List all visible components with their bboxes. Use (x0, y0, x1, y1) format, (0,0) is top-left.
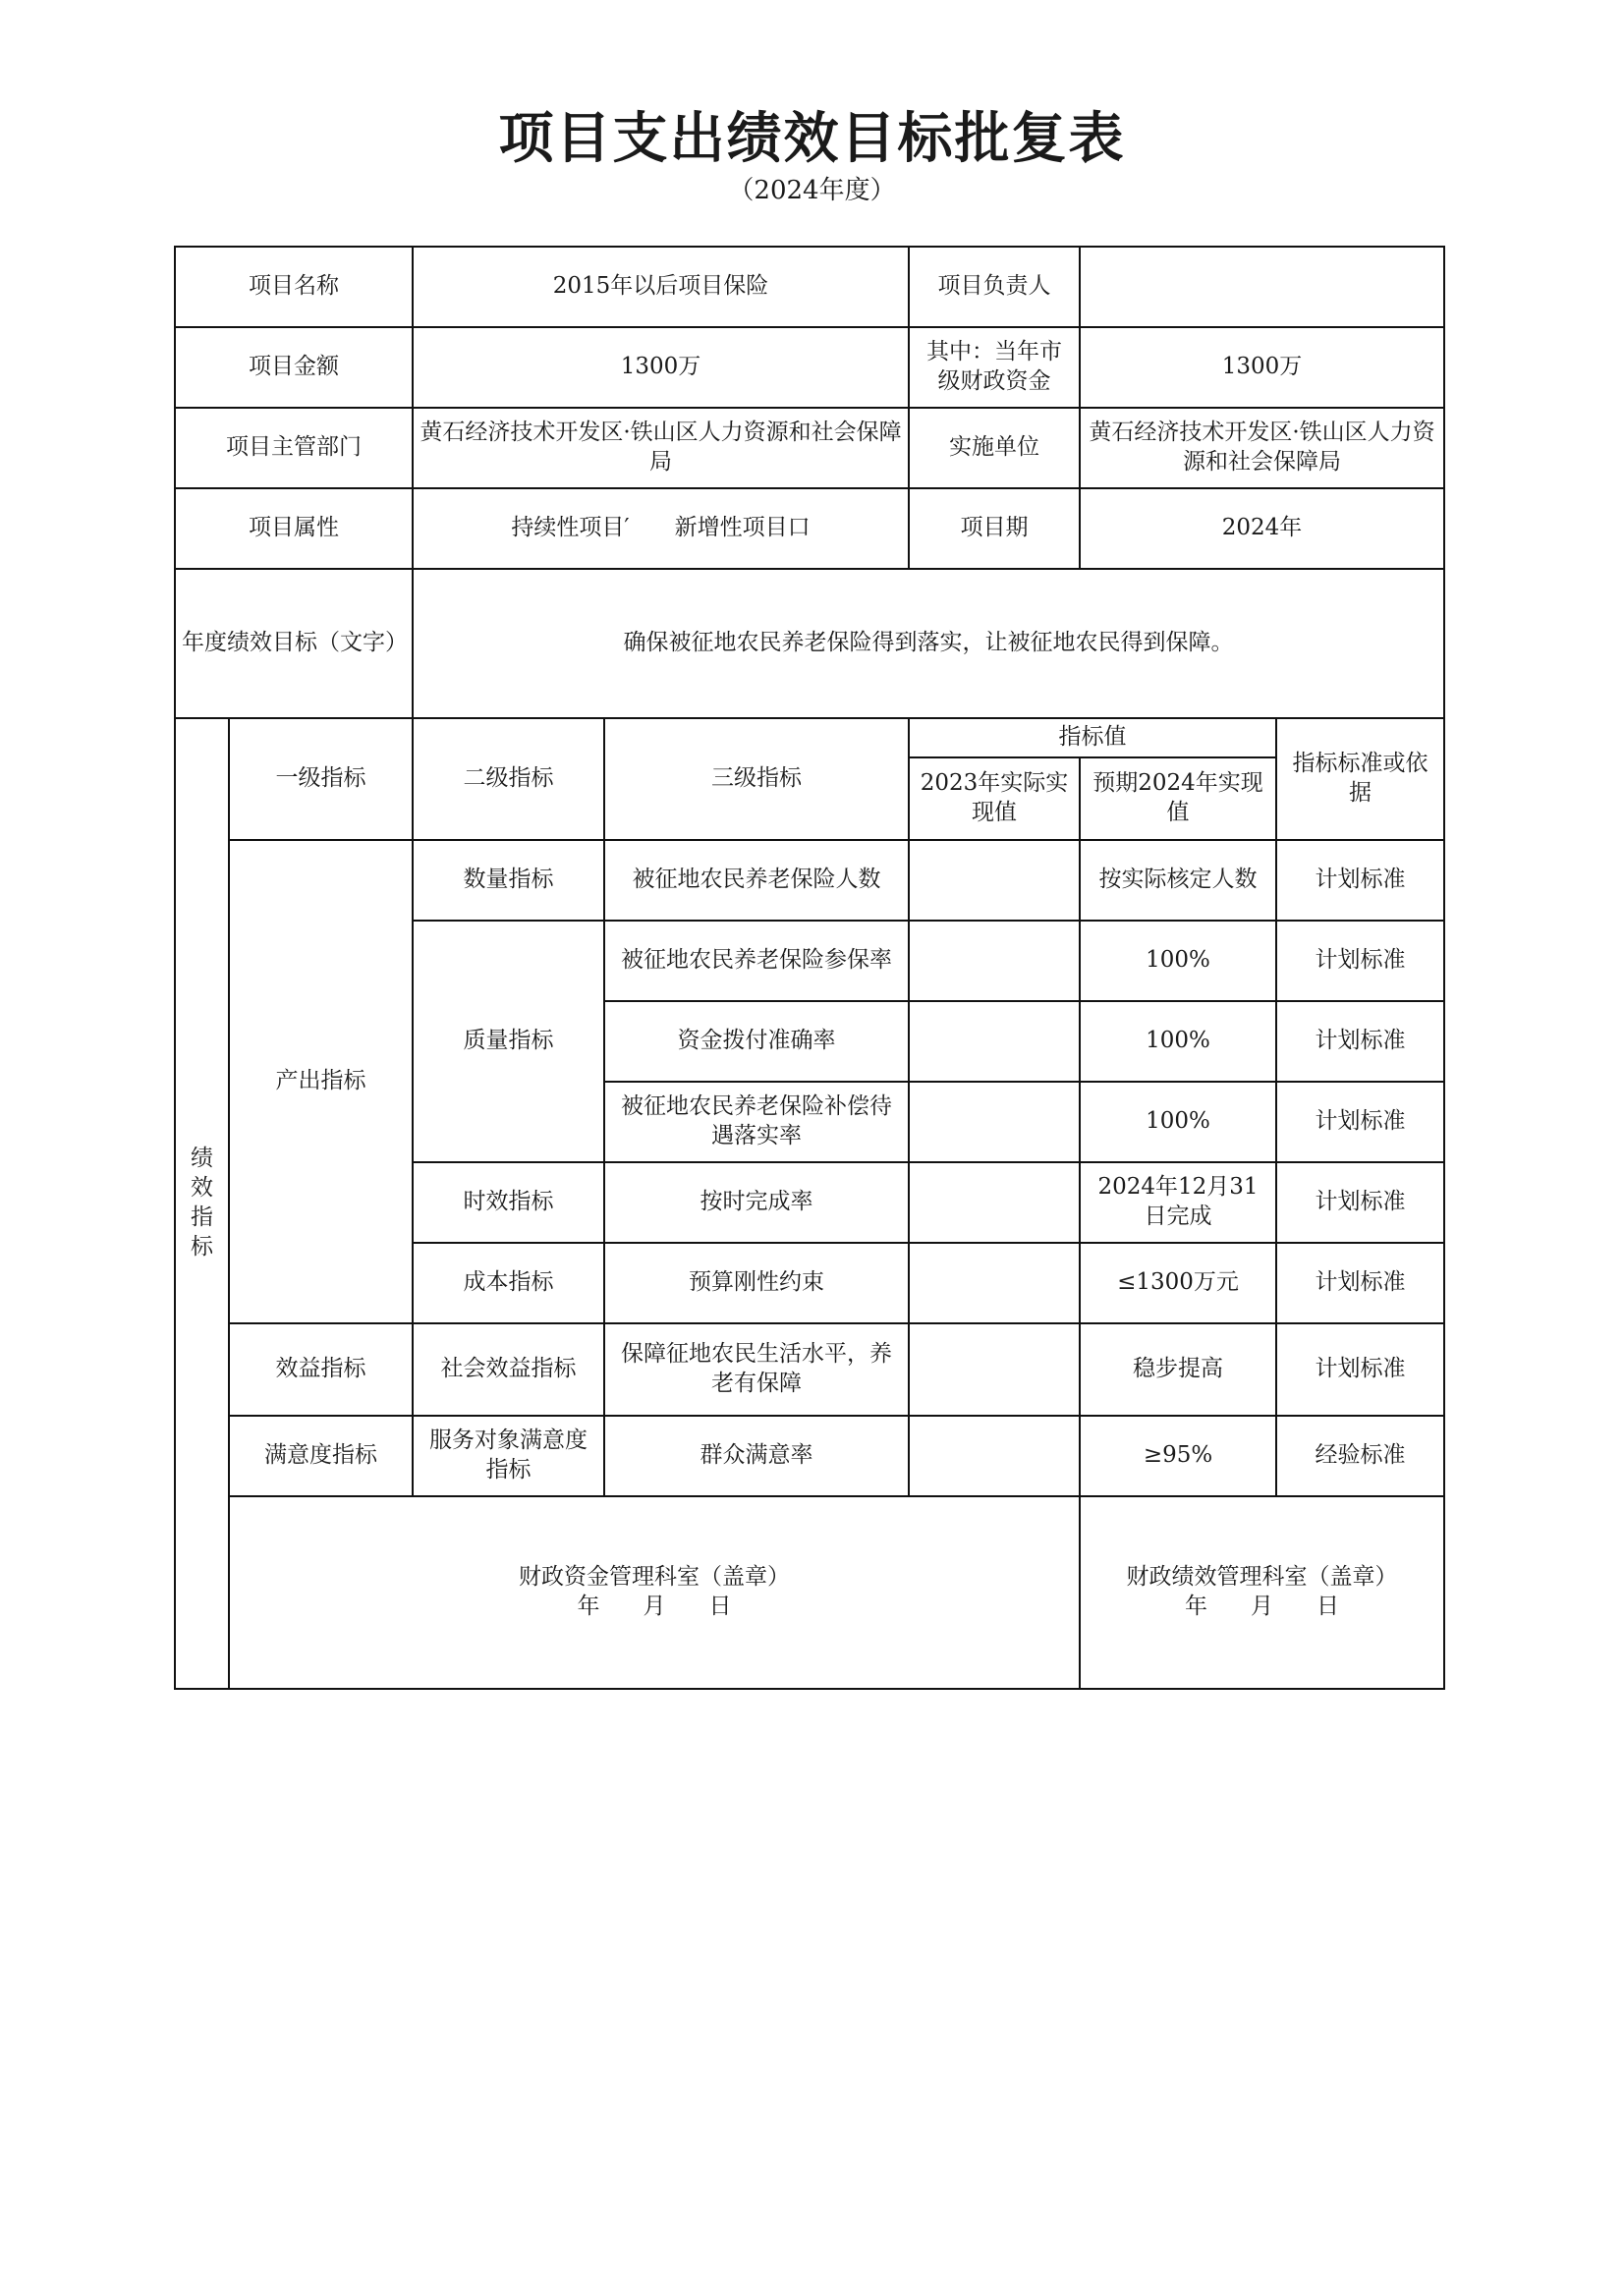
group-satisfaction: 满意度指标 (229, 1416, 413, 1496)
indicator-standard: 计划标准 (1276, 840, 1444, 921)
annual-goal-value: 确保被征地农民养老保险得到落实，让被征地农民得到保障。 (413, 569, 1444, 718)
indicator-level3: 按时完成率 (604, 1162, 909, 1243)
section-label: 绩效指标 (190, 1146, 213, 1259)
date-month: 月 (643, 1594, 666, 1619)
indicator-standard: 计划标准 (1276, 1162, 1444, 1243)
indicator-actual (909, 1243, 1080, 1323)
indicator-actual (909, 1162, 1080, 1243)
project-name-label: 项目名称 (175, 247, 413, 327)
indicator-level3: 预算刚性约束 (604, 1243, 909, 1323)
indicator-actual (909, 840, 1080, 921)
header-level2: 二级指标 (413, 718, 604, 840)
project-amount-value: 1300万 (413, 327, 909, 408)
header-value-group: 指标值 (909, 718, 1276, 757)
performance-target-table (174, 246, 1445, 1690)
indicator-expected: 100% (1080, 1082, 1276, 1162)
implementing-unit-label: 实施单位 (909, 408, 1080, 488)
indicator-expected: ≤1300万元 (1080, 1243, 1276, 1323)
header-standard: 指标标准或依据 (1276, 718, 1444, 840)
indicator-level3: 资金拨付准确率 (604, 1001, 909, 1082)
signature-performance-office (1080, 1496, 1444, 1689)
indicator-level3: 保障征地农民生活水平，养老有保障 (604, 1323, 909, 1416)
page-subtitle: （2024年度） (728, 176, 896, 205)
subgroup-cost: 成本指标 (413, 1243, 604, 1323)
indicator-expected: 100% (1080, 921, 1276, 1001)
indicator-actual (909, 1323, 1080, 1416)
project-name-value: 2015年以后项目保险 (413, 247, 909, 327)
subgroup-service: 服务对象满意度指标 (413, 1416, 604, 1496)
signature-office-name: 财政绩效管理科室（盖章） (1126, 1564, 1398, 1591)
implementing-unit-value: 黄石经济技术开发区·铁山区人力资源和社会保障局 (1080, 408, 1444, 488)
project-amount-label: 项目金额 (175, 327, 413, 408)
signature-office-name: 财政资金管理科室（盖章） (519, 1564, 790, 1591)
indicator-standard: 计划标准 (1276, 1001, 1444, 1082)
group-benefit: 效益指标 (229, 1323, 413, 1416)
indicator-standard: 经验标准 (1276, 1416, 1444, 1496)
indicator-actual (909, 1416, 1080, 1496)
page-title: 项目支出绩效目标批复表 (498, 107, 1126, 171)
indicator-actual (909, 921, 1080, 1001)
indicator-expected: 按实际核定人数 (1080, 840, 1276, 921)
city-fund-value: 1300万 (1080, 327, 1444, 408)
header-expected-2024: 预期2024年实现值 (1080, 757, 1276, 840)
subgroup-quantity: 数量指标 (413, 840, 604, 921)
project-leader-label: 项目负责人 (909, 247, 1080, 327)
date-day: 日 (708, 1594, 732, 1619)
indicator-expected: 稳步提高 (1080, 1323, 1276, 1416)
indicator-level3: 被征地农民养老保险补偿待遇落实率 (604, 1082, 909, 1162)
indicator-level3: 被征地农民养老保险参保率 (604, 921, 909, 1001)
project-period-label: 项目期 (909, 488, 1080, 569)
indicator-level3: 被征地农民养老保险人数 (604, 840, 909, 921)
indicator-level3: 群众满意率 (604, 1416, 909, 1496)
indicator-standard: 计划标准 (1276, 1323, 1444, 1416)
city-fund-label: 其中：当年市级财政资金 (909, 327, 1080, 408)
date-year: 年 (577, 1594, 600, 1619)
date-month: 月 (1251, 1594, 1274, 1619)
subgroup-quality: 质量指标 (413, 921, 604, 1162)
annual-goal-label: 年度绩效目标（文字） (175, 569, 413, 718)
indicator-expected: 100% (1080, 1001, 1276, 1082)
supervising-dept-label: 项目主管部门 (175, 408, 413, 488)
header-actual-2023: 2023年实际实现值 (909, 757, 1080, 840)
supervising-dept-value: 黄石经济技术开发区·铁山区人力资源和社会保障局 (413, 408, 909, 488)
indicator-actual (909, 1001, 1080, 1082)
subgroup-social: 社会效益指标 (413, 1323, 604, 1416)
header-level3: 三级指标 (604, 718, 909, 840)
signature-date (236, 1593, 1073, 1622)
date-year: 年 (1185, 1594, 1208, 1619)
indicator-standard: 计划标准 (1276, 921, 1444, 1001)
indicator-expected: ≥95% (1080, 1416, 1276, 1496)
subgroup-timeliness: 时效指标 (413, 1162, 604, 1243)
project-attribute-value: 持续性项目′ 新增性项目口 (413, 488, 909, 569)
project-period-value: 2024年 (1080, 488, 1444, 569)
project-attribute-label: 项目属性 (175, 488, 413, 569)
indicator-standard: 计划标准 (1276, 1082, 1444, 1162)
header-level1: 一级指标 (229, 718, 413, 840)
performance-indicator-section (175, 718, 229, 1689)
indicator-actual (909, 1082, 1080, 1162)
project-leader-value (1080, 247, 1444, 327)
signature-fund-office (229, 1496, 1080, 1689)
date-day: 日 (1316, 1594, 1340, 1619)
signature-date (1087, 1593, 1437, 1622)
indicator-standard: 计划标准 (1276, 1243, 1444, 1323)
group-output: 产出指标 (229, 840, 413, 1323)
indicator-expected: 2024年12月31日完成 (1080, 1162, 1276, 1243)
